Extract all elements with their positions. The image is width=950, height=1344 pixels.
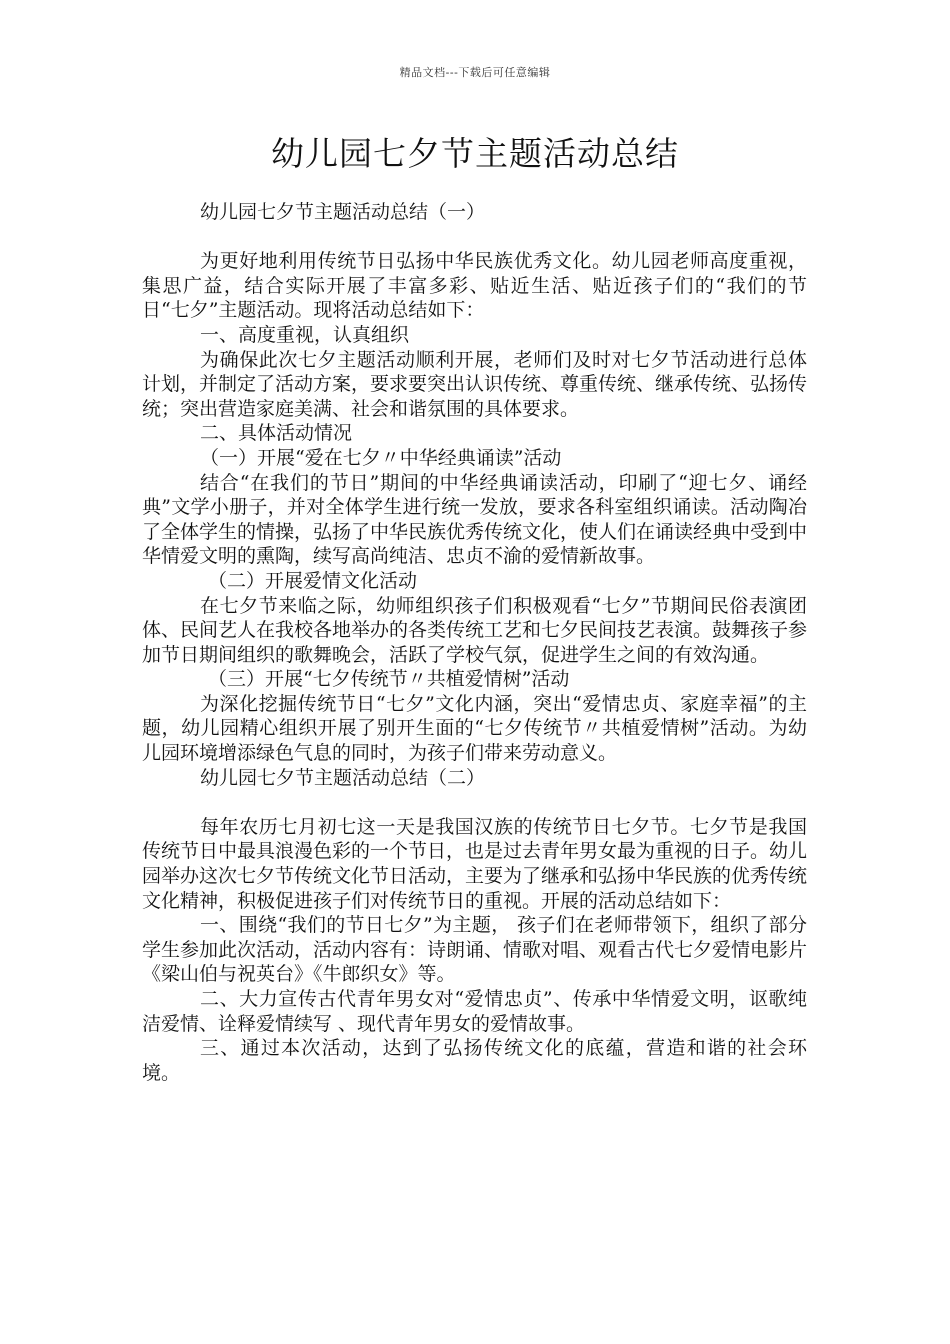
subheading-1: （一）开展“爱在七夕〃中华经典诵读”活动 [200,446,562,469]
heading-2: 二、具体活动情况 [200,422,353,445]
document-body [142,200,807,1085]
paragraph-7: 二、大力宣传古代青年男女对“爱情忠贞”、传承中华情爱文明，讴歌纯洁爱情、诠释爱情续写 、现代青年男女的爱情故事。 [142,988,807,1035]
section-subtitle-1: 幼儿园七夕节主题活动总结（一） [200,201,486,223]
document-title: 幼儿园七夕节主题活动总结 [271,134,679,173]
paragraph-5: 每年农历七月初七这一天是我国汉族的传统节日七夕节。七夕节是我国传统节日中最具浪漫色彩的一个节日，也是过去青年男女最为重视的日子。幼儿园举办这次七夕节传统文化节日活动，主要为了继承和弘扬中华民族的优秀传统文化精神，积极促进孩子们对传统节日的重视。开展的活动总结如下： [142,815,808,912]
paragraph-3: 在七夕节来临之际，幼师组织孩子们积极观看“七夕”节期间民俗表演团体、民间艺人在我校各地举办的各类传统工艺和七夕民间技艺表演。鼓舞孩子参加节日期间组织的歌舞晚会，活跃了学校气氛，促进学生之间的有效沟通。 [142,594,808,666]
page-header: 精品文档---下载后可任意编辑 [399,66,551,79]
paragraph-2: 结合“在我们的节日”期间的中华经典诵读活动，印刷了“迎七夕、诵经典”文学小册子，并对全体学生进行统一发放，要求各科室组织诵读。活动陶冶了全体学生的情操，弘扬了中华民族优秀传统文化，使人们在诵读经典中受到中华情爱文明的熏陶，续写高尚纯洁、忠贞不渝的爱情新故事。 [142,471,808,568]
paragraph-6: 一、围绕“我们的节日七夕”为主题， 孩子们在老师带领下，组织了部分学生参加此次活动，活动内容有：诗朗诵、情歌对唱、观看古代七夕爱情电影片《梁山伯与祝英台》《牛郎织女》等。 [142,914,808,986]
paragraph-1: 为确保此次七夕主题活动顺利开展，老师们及时对七夕节活动进行总体计划，并制定了活动方案，要求要突出认识传统、尊重传统、继承传统、弘扬传统；突出营造家庭美满、社会和谐氛围的具体要求。 [142,348,808,420]
heading-1: 一、高度重视，认真组织 [200,323,410,346]
paragraph-intro: 为更好地利用传统节日弘扬中华民族优秀文化。幼儿园老师高度重视，集思广益，结合实际开展了丰富多彩、贴近生活、贴近孩子们的“我们的节日“七夕”主题活动。现将活动总结如下： [142,250,807,322]
paragraph-4: 为深化挖掘传统节日“七夕”文化内涵，突出“爱情忠贞、家庭幸福”的主题，幼儿园精心组织开展了别开生面的“七夕传统节〃共植爱情树”活动。为幼儿园环境增添绿色气息的同时，为孩子们带来劳动意义。 [142,692,807,765]
subheading-3: （三）开展“七夕传统节〃共植爱情树”活动 [208,668,570,691]
paragraph-8: 三、通过本次活动，达到了弘扬传统文化的底蕴，营造和谐的社会环境。 [142,1037,807,1084]
subheading-2: （二）开展爱情文化活动 [208,569,418,592]
section-subtitle-2: 幼儿园七夕节主题活动总结（二） [200,766,486,789]
